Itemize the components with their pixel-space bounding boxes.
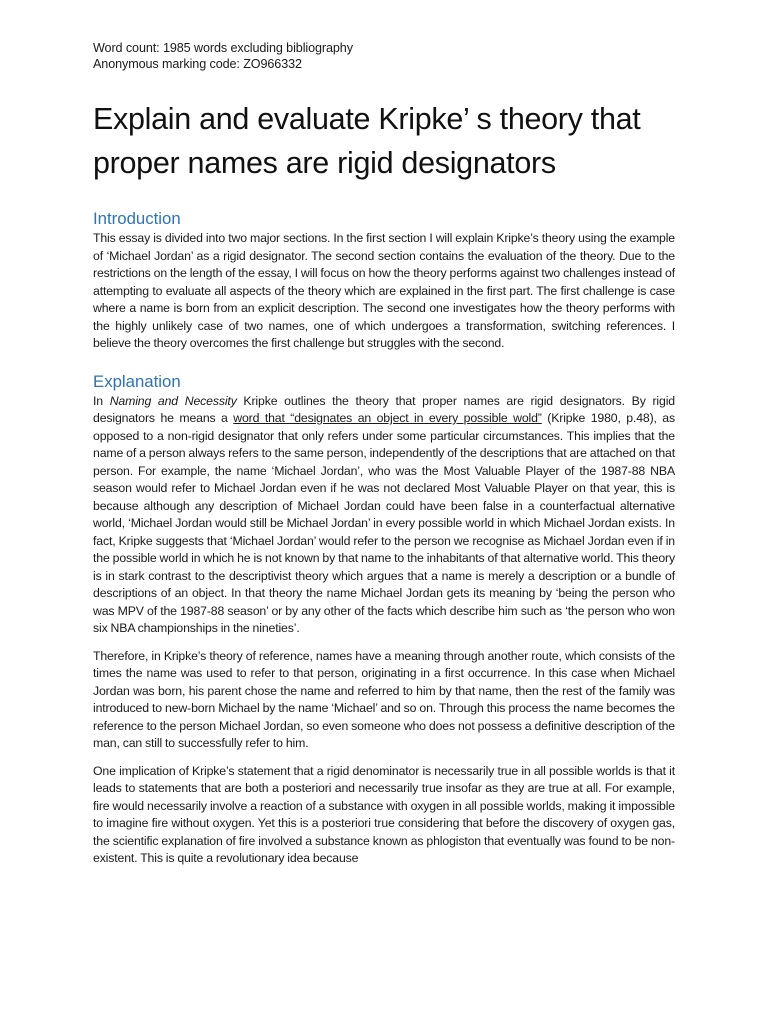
explanation-paragraph-1 [93,393,675,638]
p1-rest: (Kripke 1980, p.48), as opposed to a non-rigid designator that only refers under some particular circumstances. This implies that the name of a person always refers to the same person, independently of the descriptions that are attached on that person. For example, the name ‘Michael Jordan’, who was the Most Valuable Player of the 1987-88 NBA season would refer to Michael Jordan even if he was not declared Most Valuable Player on that year, this is because although any description of Michael Jordan could have been false in a counterfactual alternative world, ‘Michael Jordan would still be Michael Jordan’ in every possible world in which Michael Jordan exists. In fact, Kripke suggests that ‘Michael Jordan’ would refer to the person we recognise as Michael Jordan even if in the possible world in which he is not known by that name to the inhabitants of that alternative world. This theory is in stark contrast to the descriptivist theory which argues that a name is merely a description or a bundle of descriptions of an object. In that theory the name Michael Jordan gets its meaning by ‘being the person who was MPV of the 1987-88 season’ or by any other of the facts which describe him such as ‘the person who won six NBA championships in the nineties’. [93,411,675,635]
document-page [93,40,675,868]
explanation-paragraph-3: One implication of Kripke’s statement that a rigid denominator is necessarily true in all possible worlds is that it leads to statements that are both a posteriori and necessarily true insofar as they are true at all. For example, fire would necessarily involve a reaction of a substance with oxygen in all possible worlds, making it impossible to imagine fire without oxygen. Yet this is a posteriori true considering that before the discovery of oxygen gas, the scientific explanation of fire involved a substance known as phlogiston that eventually was found to be non-existent. This is quite a revolutionary idea because [93,763,675,865]
p1-middle: Kripke outlines the theory that proper names are rigid designators. By rigid designators he means a [93,393,675,425]
explanation-paragraph-2: Therefore, in Kripke’s theory of reference, names have a meaning through another route, which consists of the times the name was used to refer to that person, originating in a first occurrence. In this case when Michael Jordan was born, his parent chose the name and referred to him by that name, then the rest of the family was introduced to new-born Michael by the name ‘Michael’ and so on. Through this process the name becomes the reference to the person Michael Jordan, so even someone who does not possess a definitive description of the man, can still to successfully refer to him. [93,648,675,750]
introduction-paragraph: This essay is divided into two major sections. In the first section I will explain Kripke’s theory using the example of ‘Michael Jordan’ as a rigid designator. The second section contains the evaluation of the theory. Due to the restrictions on the length of the essay, I will focus on how the theory performs against two challenges instead of attempting to evaluate all aspects of the theory which are explained in the first part. The first challenge is case where a name is born from an explicit description. The second one investigates how the theory performs with the highly unlikely case of two names, one of which undergoes a transformation, switching references. I believe the theory overcomes the first challenge but struggles with the second. [93,231,675,350]
document-title: Explain and evaluate Kripke’ s theory that proper names are rigid designators [93,102,641,180]
marking-code: Anonymous marking code: ZO966332 [93,57,302,71]
introduction-heading: Introduction [93,209,181,228]
rigid-designator-quote: word that “designates an object in every possible wold” [233,411,542,425]
p1-prefix: In [93,393,110,408]
explanation-heading: Explanation [93,371,181,391]
word-count: Word count: 1985 words excluding bibliography [93,41,353,55]
book-title: Naming and Necessity [109,393,237,408]
